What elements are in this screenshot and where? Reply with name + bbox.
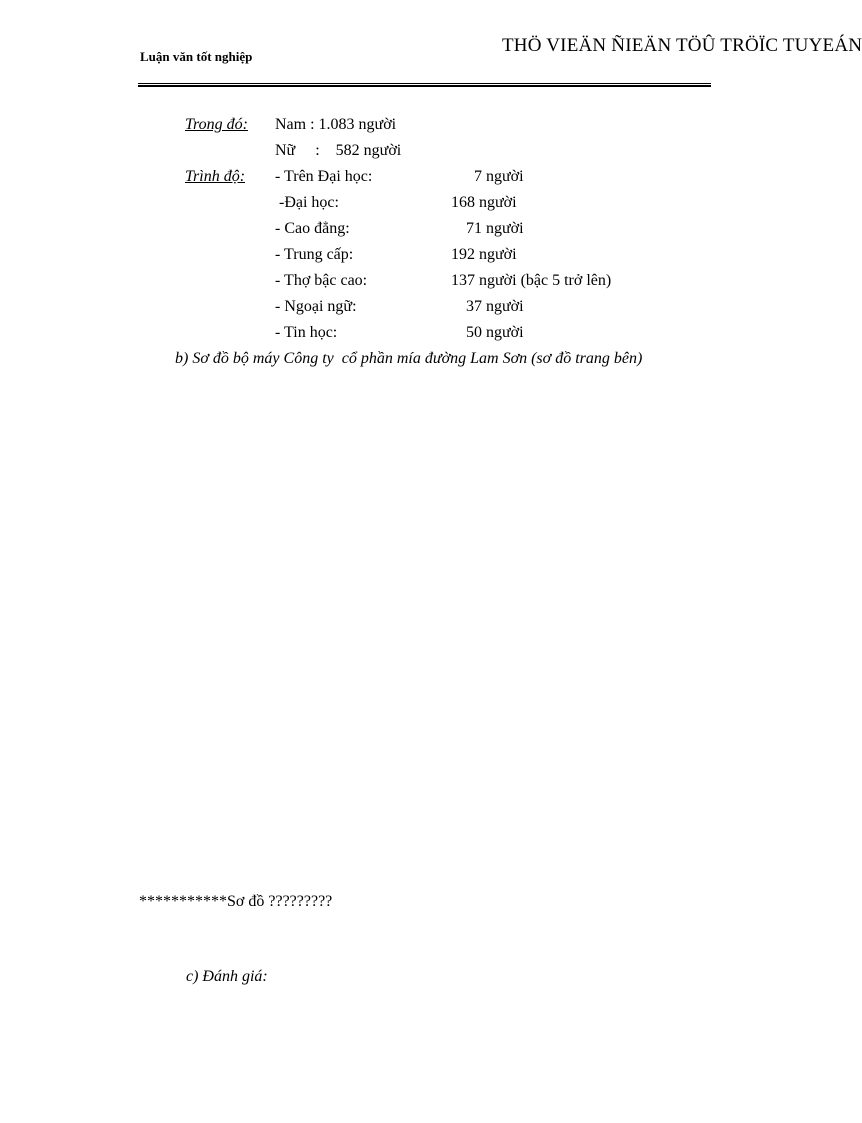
education-row-value: 50 người bbox=[466, 324, 524, 341]
running-header-left: Luận văn tốt nghiệp bbox=[140, 49, 253, 64]
education-row-value: 168 người bbox=[451, 194, 517, 211]
diagram-placeholder: ***********Sơ đồ ????????? bbox=[139, 893, 333, 910]
education-row-name: - Thợ bậc cao: bbox=[275, 272, 368, 289]
education-row-value: 192 người bbox=[451, 246, 517, 263]
section-c-heading: c) Đánh giá: bbox=[186, 968, 268, 985]
education-row-name: - Ngoại ngữ: bbox=[275, 298, 357, 315]
education-row-name: - Tin học: bbox=[275, 324, 338, 341]
education-row-value: 7 người bbox=[474, 168, 524, 185]
education-row-value: 37 người bbox=[466, 298, 524, 315]
education-row-name: - Trung cấp: bbox=[275, 246, 354, 263]
education-row-value: 71 người bbox=[466, 220, 524, 237]
section-b-heading: b) Sơ đồ bộ máy Công ty cổ phần mía đường Lam Sơn (sơ đồ trang bên) bbox=[175, 350, 643, 367]
gender-female: Nữ : 582 người bbox=[275, 142, 402, 159]
header-divider bbox=[138, 83, 711, 87]
running-header-right: THÖ VIEÄN ÑIEÄN TÖÛ TRÖÏC TUYEÁN bbox=[502, 35, 862, 56]
education-row-value: 137 người (bậc 5 trở lên) bbox=[451, 272, 612, 289]
education-row-name: -Đại học: bbox=[279, 194, 339, 211]
gender-male: Nam : 1.083 người bbox=[275, 116, 397, 133]
education-row-name: - Cao đẳng: bbox=[275, 220, 350, 237]
education-label: Trình độ: bbox=[185, 168, 246, 185]
gender-label: Trong đó: bbox=[185, 116, 248, 133]
education-row-name: - Trên Đại học: bbox=[275, 168, 373, 185]
